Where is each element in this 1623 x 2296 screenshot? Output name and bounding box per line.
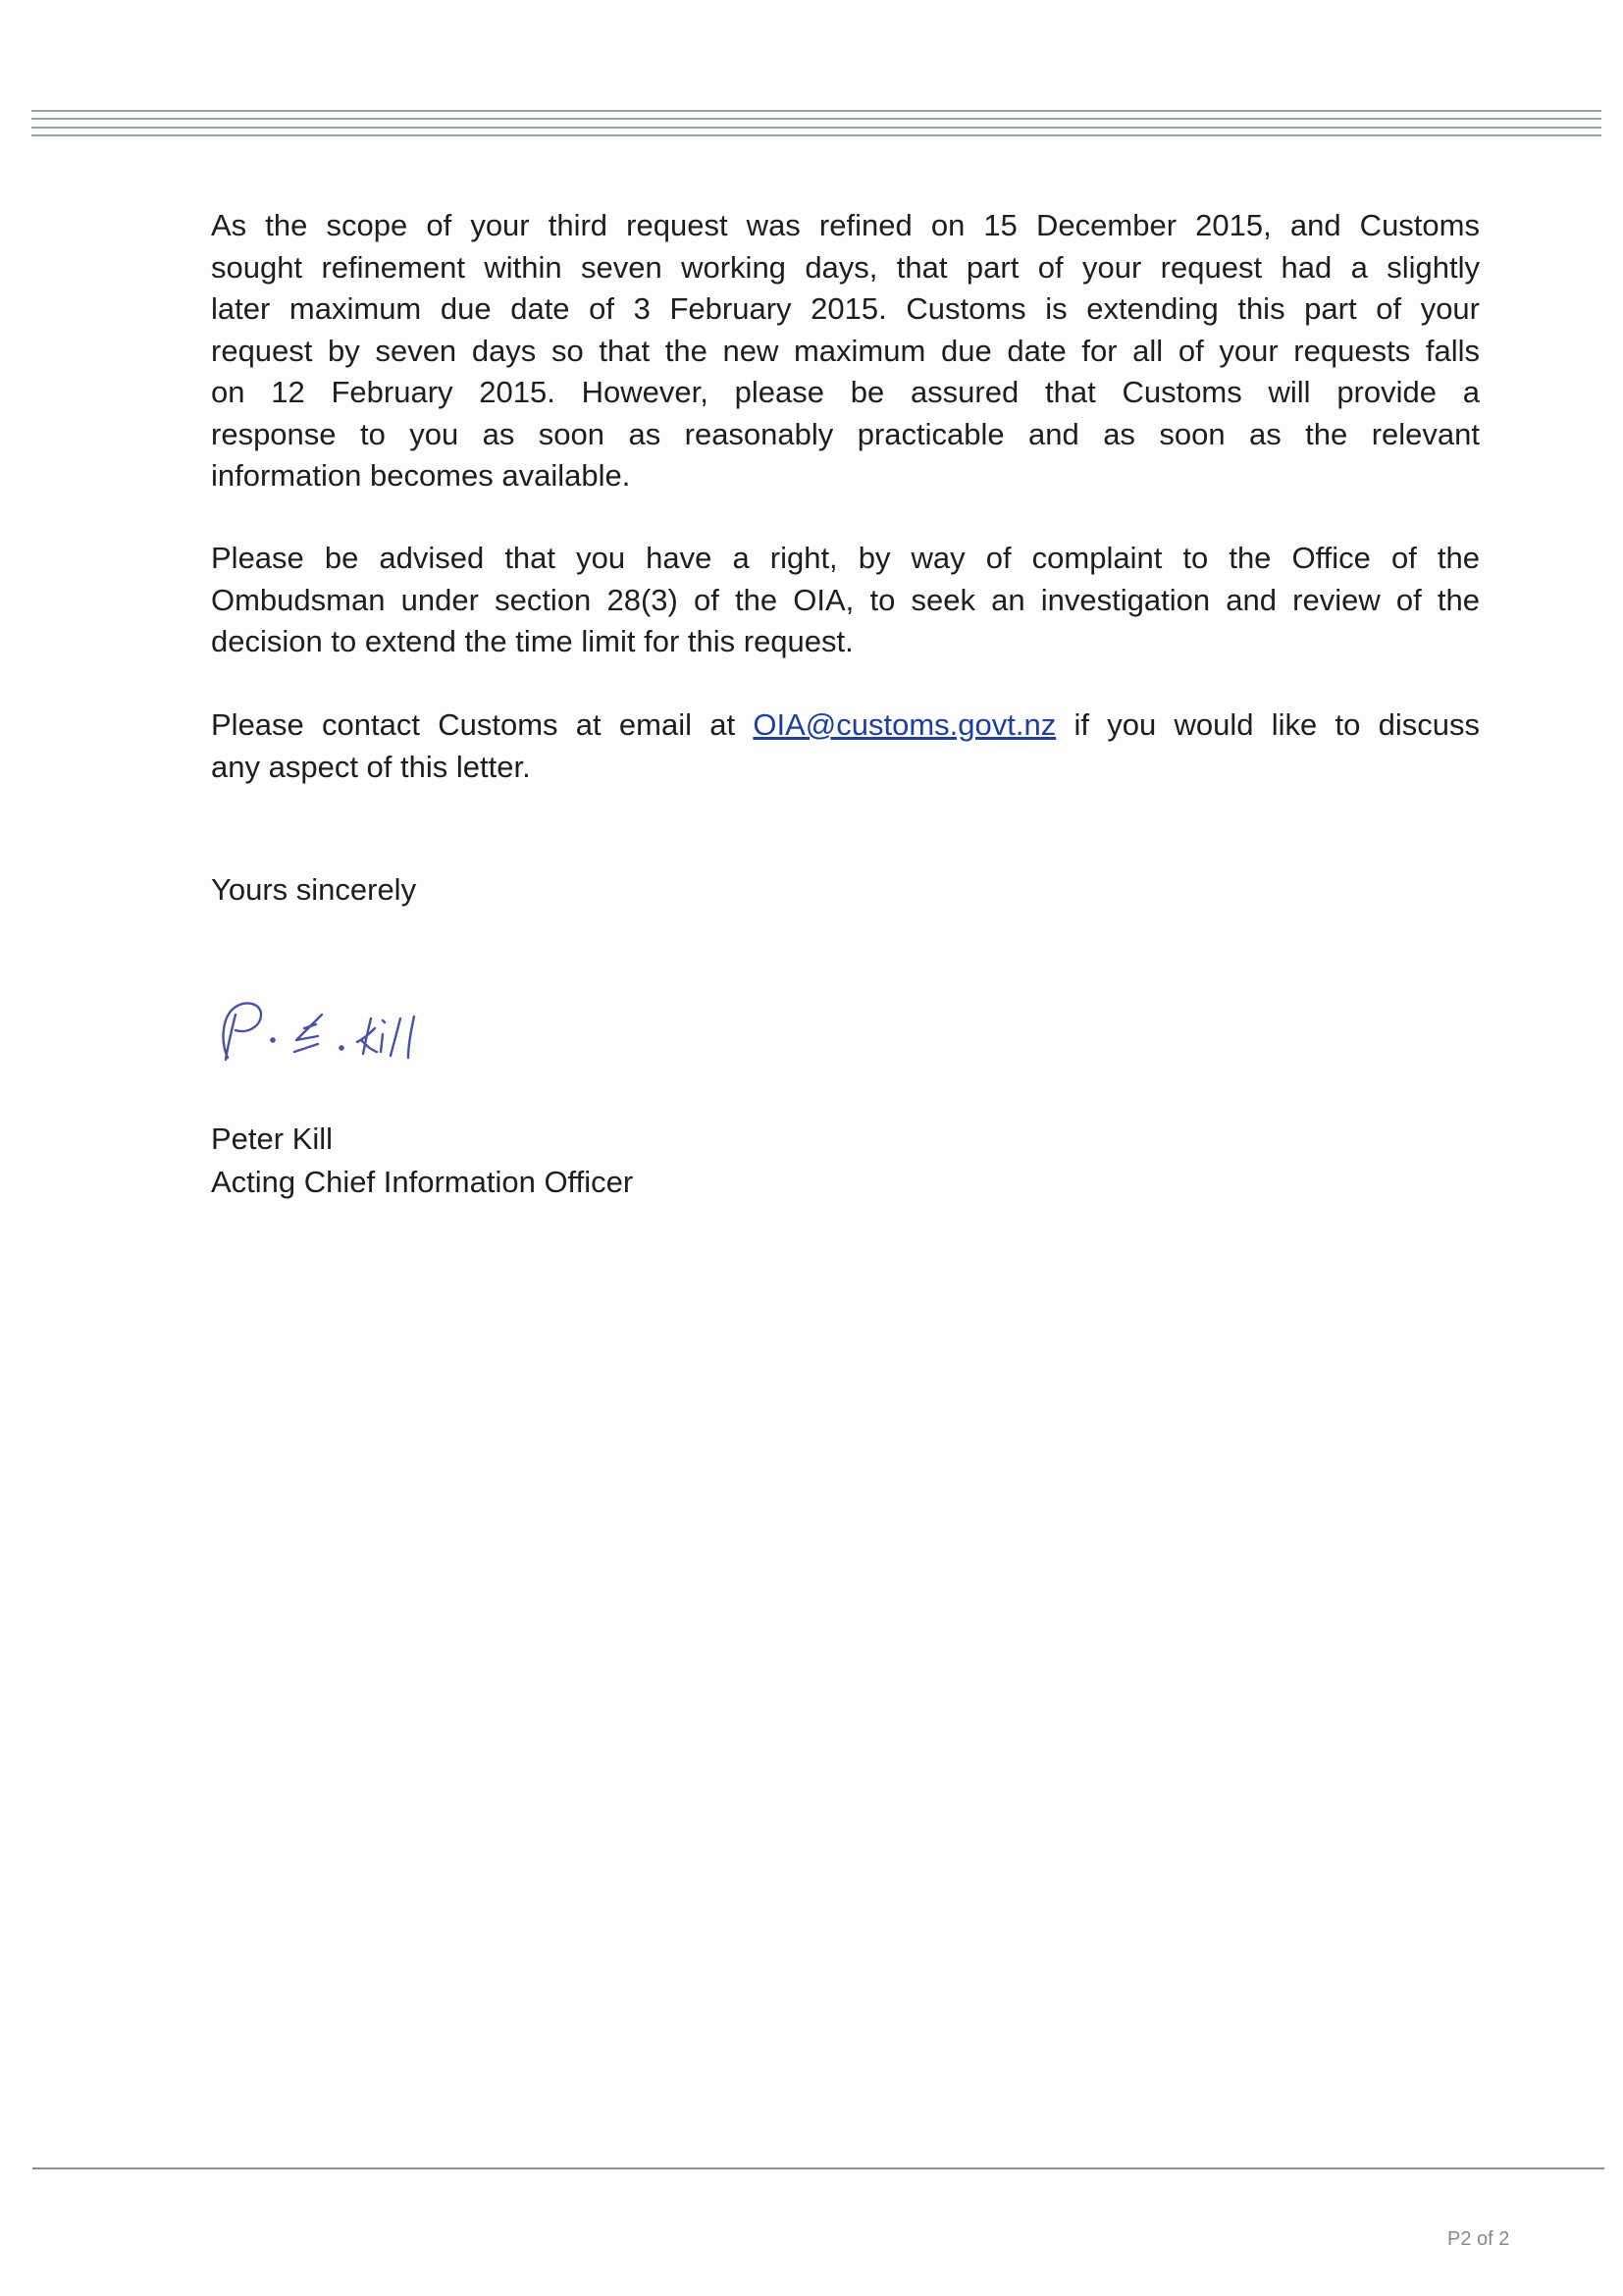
text-line: Please be advised that you have a right, by way of complaint to the Office of the: [211, 541, 1480, 575]
page-number: P2 of 2: [1447, 2228, 1510, 2250]
text-line: sought refinement within seven working days, that part of your request had a slightly: [211, 249, 1480, 285]
header-line: [31, 110, 1601, 112]
text-line: Ombudsman under section 28(3) of the OIA, to seek an investigation and review of the: [211, 582, 1480, 617]
header-line: [31, 134, 1601, 136]
text-line: [211, 704, 1480, 747]
signatory-title: Acting Chief Information Officer: [211, 1165, 634, 1199]
text-line: information becomes available.: [211, 458, 631, 493]
header-line: [31, 127, 1601, 129]
email-link[interactable]: OIA@customs.govt.nz: [753, 707, 1057, 742]
footer-rule: [32, 2167, 1604, 2169]
paragraph-extension: [211, 205, 1480, 497]
contact-text: if you would like to discuss: [1073, 707, 1480, 742]
contact-text: Please contact Customs at email at: [211, 707, 736, 742]
paragraph-contact: [211, 704, 1480, 788]
signature: [214, 991, 449, 1070]
paragraph-rights: [211, 538, 1480, 663]
text-line: request by seven days so that the new maximum due date for all of your requests falls: [211, 333, 1480, 368]
text-line: response to you as soon as reasonably practicable and as soon as the relevant: [211, 416, 1480, 451]
text-line: on 12 February 2015. However, please be assured that Customs will provide a: [211, 375, 1480, 409]
signatory-name: Peter Kill: [211, 1122, 334, 1156]
text-line: later maximum due date of 3 February 2015. Customs is extending this part of your: [211, 291, 1480, 326]
text-line: any aspect of this letter.: [211, 749, 531, 784]
text-line: decision to extend the time limit for this request.: [211, 624, 854, 658]
header-line: [31, 118, 1601, 120]
closing: Yours sincerely: [211, 872, 417, 907]
text-line: As the scope of your third request was refined on 15 December 2015, and Customs: [211, 208, 1480, 242]
